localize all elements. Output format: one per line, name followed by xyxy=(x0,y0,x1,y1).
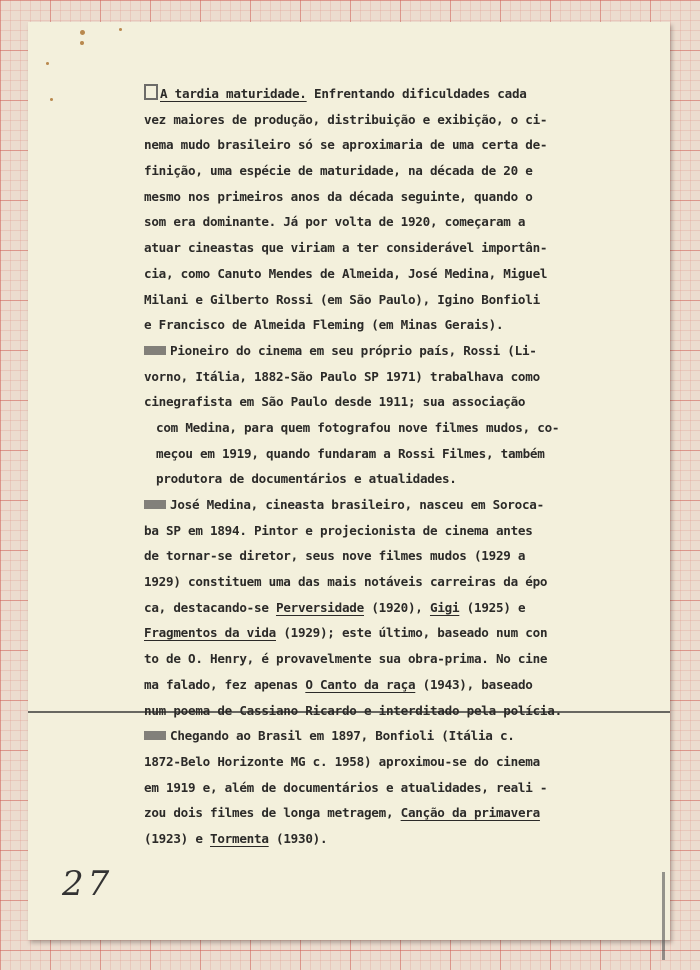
text-segment: ca, destacando-se xyxy=(144,599,276,615)
text-segment: Milani e Gilberto Rossi (em São Paulo), Igino Bonfioli xyxy=(144,291,540,307)
underlined-title: Fragmentos da vida xyxy=(144,625,276,641)
text-line xyxy=(144,826,614,852)
underlined-title: Perversidade xyxy=(275,599,364,615)
text-segment: Chegando ao Brasil em 1897, Bonfioli (Itália c. xyxy=(170,728,515,744)
text-line xyxy=(144,749,614,775)
text-line xyxy=(144,81,614,107)
text-line xyxy=(144,620,614,646)
text-line xyxy=(144,543,614,569)
underlined-title: Canção da primavera xyxy=(400,805,540,821)
text-segment: (1943), baseado xyxy=(415,676,533,692)
underlined-title: Tormenta xyxy=(210,830,269,846)
text-segment: num poema de Cassiano Ricardo e interditado pela polícia. xyxy=(144,702,562,718)
text-segment: vez maiores de produção, distribuição e exibição, o ci- xyxy=(144,111,548,127)
text-line xyxy=(144,287,614,313)
text-line xyxy=(144,132,614,158)
text-line xyxy=(144,492,614,518)
paper-stain xyxy=(119,28,122,31)
paper-stain xyxy=(50,98,53,101)
text-segment: cia, como Canuto Mendes de Almeida, José Medina, Miguel xyxy=(144,265,548,281)
text-line xyxy=(144,466,614,492)
paragraph-mark xyxy=(144,84,158,100)
text-line xyxy=(144,672,614,698)
text-segment: (1925) e xyxy=(459,599,526,615)
text-segment: som era dominante. Já por volta de 1920, começaram a xyxy=(144,214,526,230)
text-segment: Pioneiro do cinema em seu próprio país, Rossi (Li- xyxy=(170,342,537,358)
text-segment: 1929) constituem uma das mais notáveis carreiras da épo xyxy=(144,574,548,590)
text-line xyxy=(144,441,614,467)
paragraph-mark xyxy=(144,500,166,509)
text-segment: atuar cineastas que viriam a ter considerável importân- xyxy=(144,240,548,256)
text-segment: mesmo nos primeiros anos da década seguinte, quando o xyxy=(144,188,533,204)
text-segment: e Francisco de Almeida Fleming (em Minas Gerais). xyxy=(144,317,504,333)
underlined-title: Gigi xyxy=(429,599,460,615)
text-segment: com Medina, para quem fotografou nove filmes mudos, co- xyxy=(156,419,560,435)
text-line xyxy=(144,209,614,235)
text-line xyxy=(144,184,614,210)
text-line xyxy=(144,800,614,826)
text-line xyxy=(144,158,614,184)
text-segment: finição, uma espécie de maturidade, na década de 20 e xyxy=(144,163,533,179)
paragraph-mark xyxy=(144,731,166,740)
text-segment: meçou em 1919, quando fundaram a Rossi Filmes, também xyxy=(156,445,545,461)
text-segment: (1929); este último, baseado num con xyxy=(275,625,548,641)
text-segment: nema mudo brasileiro só se aproximaria de uma certa de- xyxy=(144,137,548,153)
text-segment: 1872-Belo Horizonte MG c. 1958) aproximou-se do cinema xyxy=(144,753,540,769)
text-segment: zou dois filmes de longa metragem, xyxy=(144,805,401,821)
text-line xyxy=(144,338,614,364)
underlined-title: O Canto da raça xyxy=(305,676,416,692)
text-segment: (1923) e xyxy=(144,830,210,846)
text-line xyxy=(144,518,614,544)
typed-text-body xyxy=(144,81,614,852)
text-segment: ma falado, fez apenas xyxy=(144,676,306,692)
text-line xyxy=(144,775,614,801)
text-line xyxy=(144,389,614,415)
text-line xyxy=(144,595,614,621)
paper-stain xyxy=(80,41,84,45)
text-line xyxy=(144,723,614,749)
text-line xyxy=(144,364,614,390)
text-segment: ba SP em 1894. Pintor e projecionista de cinema antes xyxy=(144,522,533,538)
text-segment: José Medina, cineasta brasileiro, nasceu em Soroca- xyxy=(170,497,544,512)
underlined-title: A tardia maturidade. xyxy=(160,86,307,101)
text-segment: to de O. Henry, é provavelmente sua obra-prima. No cine xyxy=(144,651,548,667)
paragraph-mark xyxy=(144,346,166,355)
text-line xyxy=(144,107,614,133)
text-line xyxy=(144,646,614,672)
text-line xyxy=(144,235,614,261)
text-line xyxy=(144,569,614,595)
page-number: 27 xyxy=(62,864,114,904)
text-line xyxy=(144,415,614,441)
text-segment: de tornar-se diretor, seus nove filmes mudos (1929 a xyxy=(144,548,526,564)
paper-stain xyxy=(80,30,85,35)
text-segment: em 1919 e, além de documentários e atualidades, reali - xyxy=(144,779,548,795)
text-line xyxy=(144,312,614,338)
text-line xyxy=(144,698,614,724)
text-segment: (1920), xyxy=(363,599,430,615)
text-segment: cinegrafista em São Paulo desde 1911; sua associação xyxy=(144,394,526,410)
paper-stain xyxy=(46,62,49,65)
paper-edge-shadow xyxy=(662,872,665,960)
text-segment: (1930). xyxy=(268,830,328,846)
text-line xyxy=(144,261,614,287)
text-segment: Enfrentando dificuldades cada xyxy=(306,86,527,101)
text-segment: vorno, Itália, 1882-São Paulo SP 1971) trabalhava como xyxy=(144,368,540,384)
text-segment: produtora de documentários e atualidades. xyxy=(156,471,457,487)
